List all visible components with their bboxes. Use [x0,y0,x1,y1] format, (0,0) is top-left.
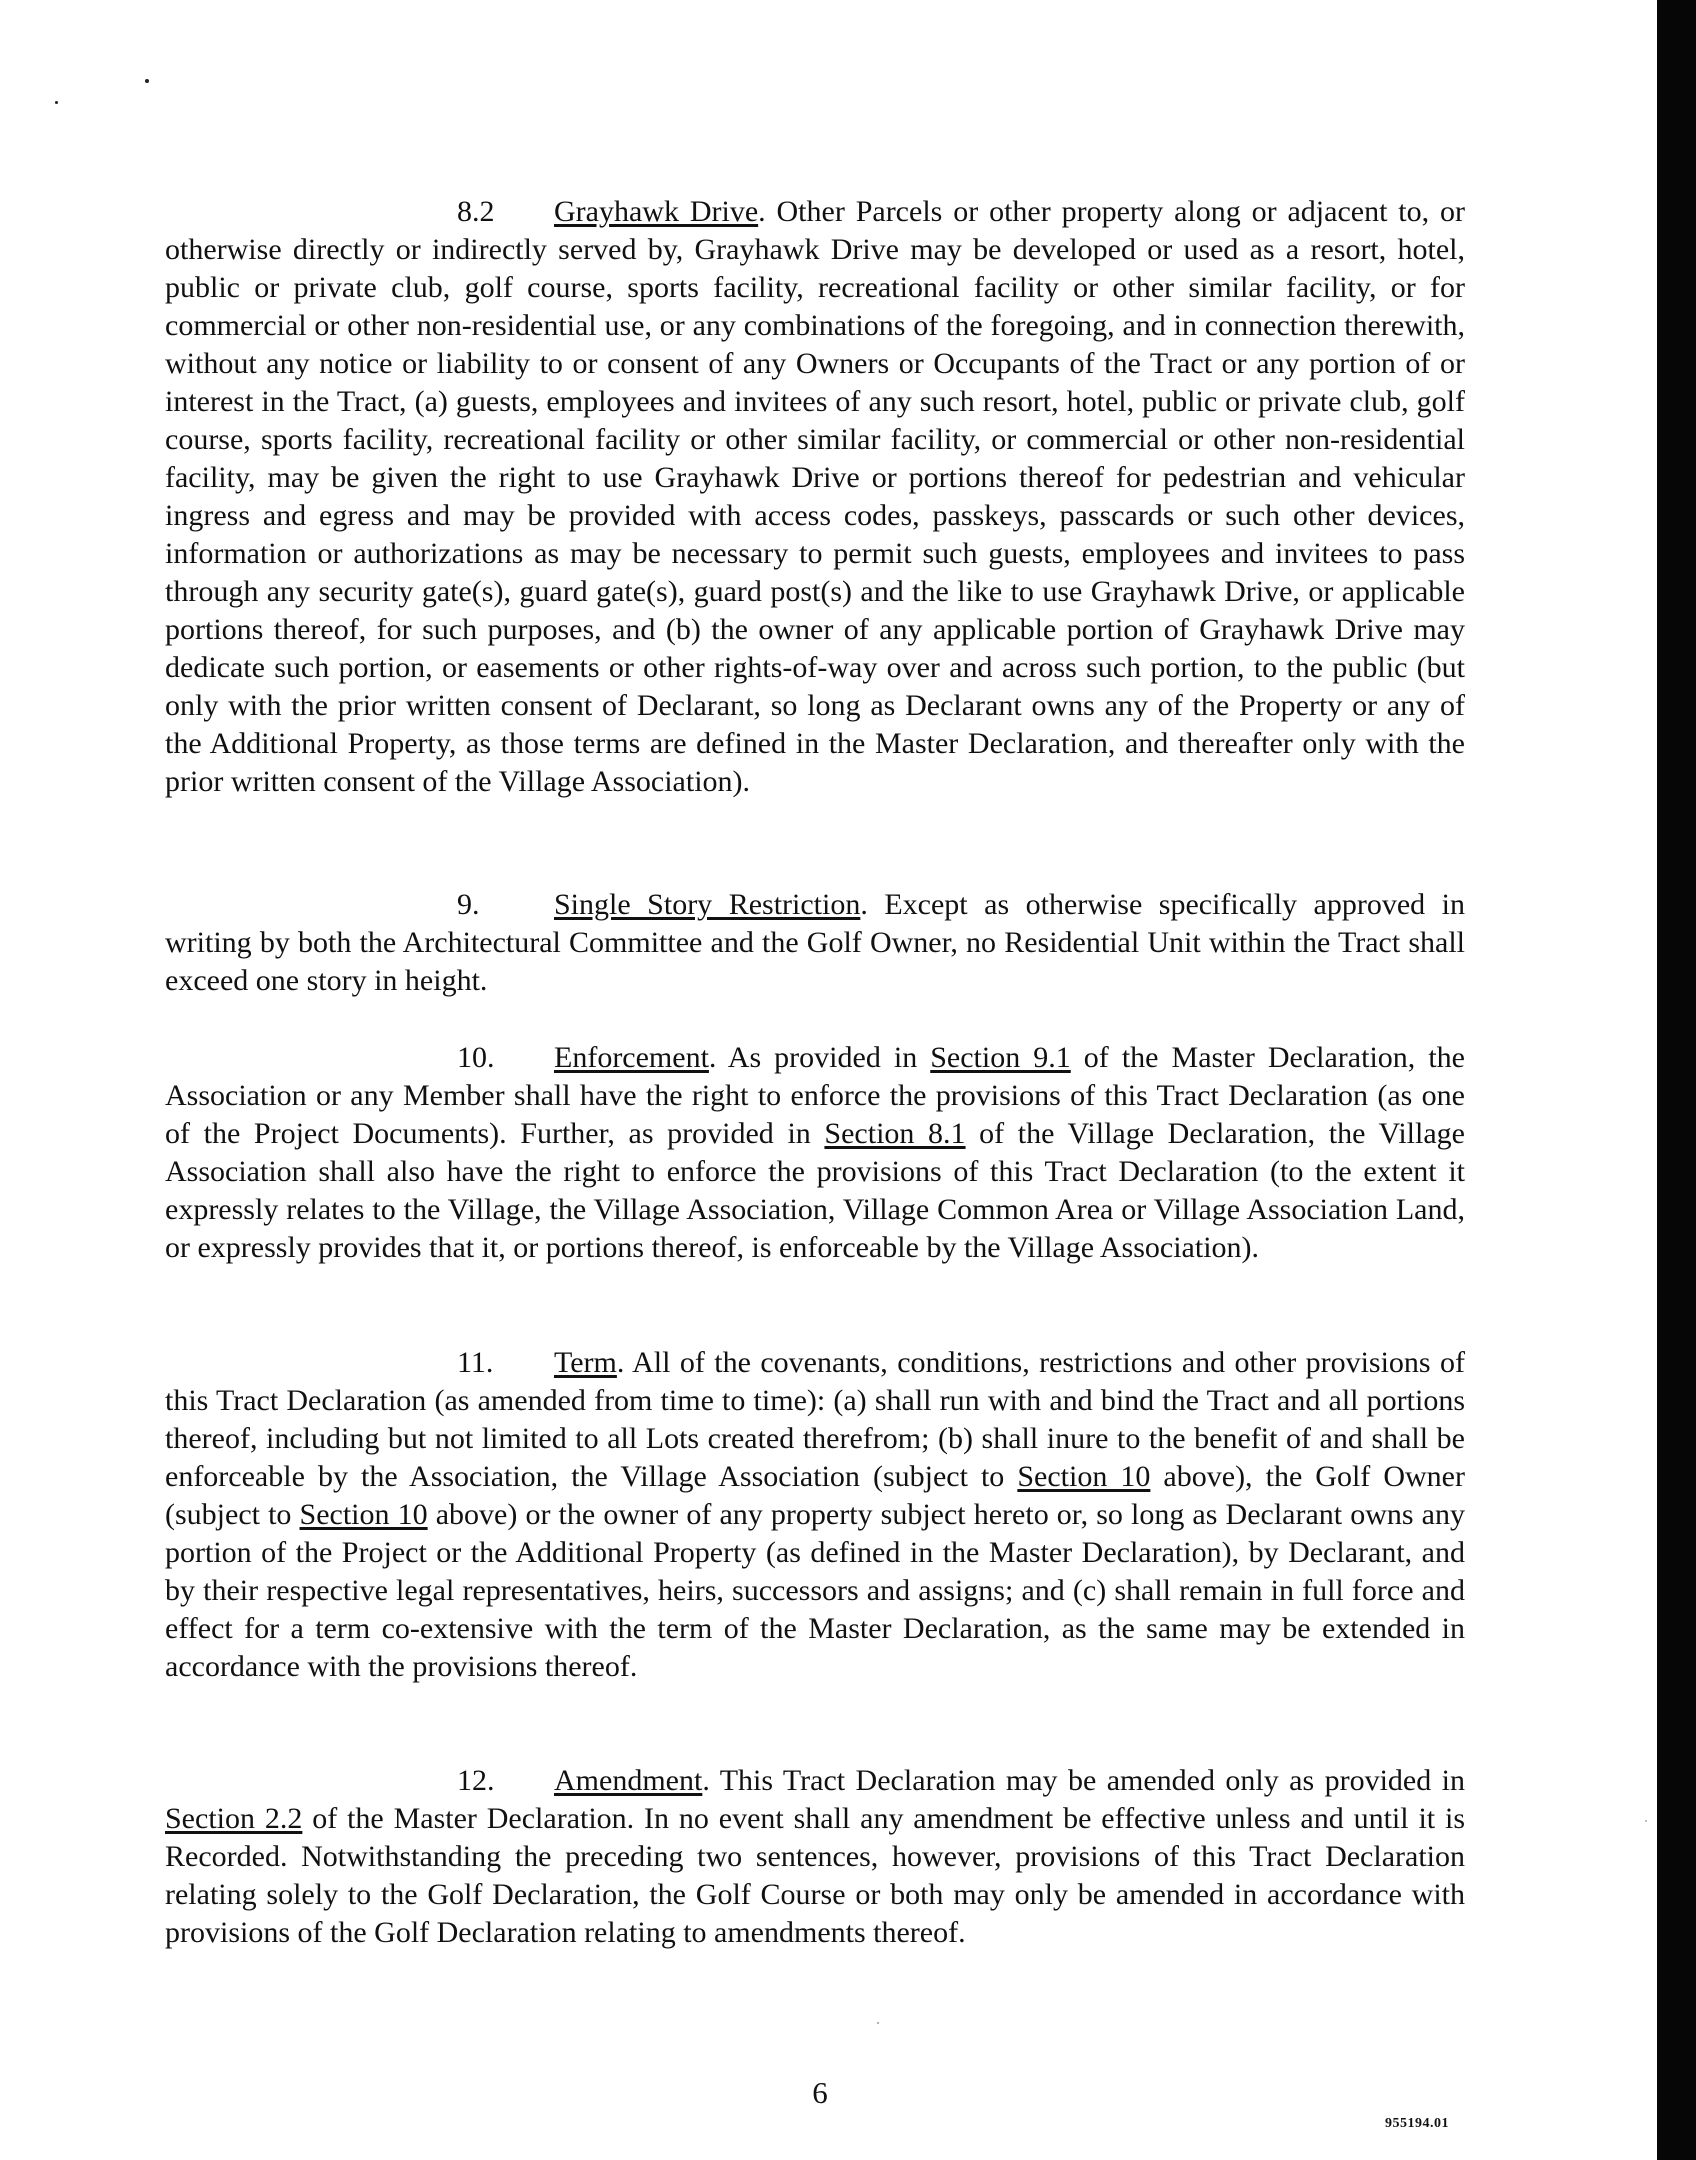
section-heading: Enforcement [554,1041,709,1074]
section-reference: Section 10 [299,1498,428,1531]
scan-speck [1645,1820,1647,1822]
section-reference: Section 9.1 [930,1041,1071,1074]
section-body: of the Master Declaration, the Association or any Member shall have the right to enforce the provisions of this Tract Declaration (as one of the Project Documents). Further, as provided in [165,1041,1465,1150]
section-body: above) or the owner of any property subject hereto or, so long as Declarant owns any portion of the Project or the Additional Property (as defined in the Master Declaration), by Declarant, and by their respective legal representatives, heirs, successors and assigns; and (c) shall remain in full force and effect for a term co-extensive with the term of the Master Declaration, as the same may be extended in accordance with the provisions thereof. [165,1498,1465,1683]
section-number: 11. [457,1346,494,1379]
section-heading: Amendment [554,1764,703,1797]
paragraph-9 [165,886,1465,1000]
section-heading: Single Story Restriction [554,888,861,921]
section-heading: Grayhawk Drive [554,195,759,228]
section-body: . Other Parcels or other property along or adjacent to, or otherwise directly or indirectly served by, Grayhawk Drive may be developed or used as a resort, hotel, public or private club, golf course, sports facility, recreational facility or other similar facility, or for commercial or other non-residential use, or any combinations of the foregoing, and in connection therewith, without any notice or liability to or consent of any Owners or Occupants of the Tract or any portion of or interest in the Tract, (a) guests, employees and invitees of any such resort, hotel, public or private club, golf course, sports facility, recreational facility or other similar facility, or commercial or other non-residential facility, may be given the right to use Grayhawk Drive or portions thereof for pedestrian and vehicular ingress and egress and may be provided with access codes, passkeys, passcards or such other devices, information or authorizations as may be necessary to permit such guests, employees and invitees to pass through any security gate(s), guard gate(s), guard post(s) and the like to use Grayhawk Drive, or applicable portions thereof, for such purposes, and (b) the owner of any applicable portion of Grayhawk Drive may dedicate such portion, or easements or other rights-of-way over and across such portion, to the public (but only with the prior written consent of Declarant, so long as Declarant owns any of the Property or any of the Additional Property, as those terms are defined in the Master Declaration, and thereafter only with the prior written consent of the Village Association). [165,195,1465,798]
document-id: 955194.01 [1385,2116,1449,2131]
paragraph-11 [165,1344,1465,1686]
paragraph-10 [165,1039,1465,1267]
paragraph-8-2 [165,193,1465,801]
section-heading: Term [554,1346,617,1379]
section-number: 9. [457,888,480,921]
section-body: above), the Golf Owner (subject to [165,1460,1465,1531]
section-reference: Section 2.2 [165,1802,303,1835]
scan-speck [145,79,149,83]
section-reference: Section 10 [1017,1460,1151,1493]
section-reference: Section 8.1 [824,1117,966,1150]
section-number: 8.2 [457,195,495,228]
scan-edge-border [1657,0,1696,2160]
section-body: . All of the covenants, conditions, restrictions and other provisions of this Tract Declaration (as amended from time to time): (a) shall run with and bind the Tract and all portions thereof, including but not limited to all Lots created therefrom; (b) shall inure to the benefit of and shall be enforceable by the Association, the Village Association (subject to [165,1346,1465,1493]
page-number: 6 [812,2075,828,2110]
section-body: . Except as otherwise specifically approved in writing by both the Architectural Committee and the Golf Owner, no Residential Unit within the Tract shall exceed one story in height. [165,888,1466,997]
section-body: of the Master Declaration. In no event shall any amendment be effective unless and until it is Recorded. Notwithstanding the preceding two sentences, however, provisions of this Tract Declaration relating solely to the Golf Declaration, the Golf Course or both may only be amended in accordance with provisions of the Golf Declaration relating to amendments thereof. [165,1802,1465,1949]
section-number: 12. [457,1764,495,1797]
scan-speck [877,2022,879,2024]
paragraph-12 [165,1762,1465,1952]
scan-speck [55,101,58,104]
section-number: 10. [457,1041,495,1074]
section-body: of the Village Declaration, the Village Association shall also have the right to enforce the provisions of this Tract Declaration (to the extent it expressly relates to the Village, the Village Association, Village Common Area or Village Association Land, or expressly provides that it, or portions thereof, is enforceable by the Village Association). [165,1117,1465,1264]
section-body: . As provided in [708,1041,931,1074]
section-body: . This Tract Declaration may be amended only as provided in [702,1764,1465,1797]
